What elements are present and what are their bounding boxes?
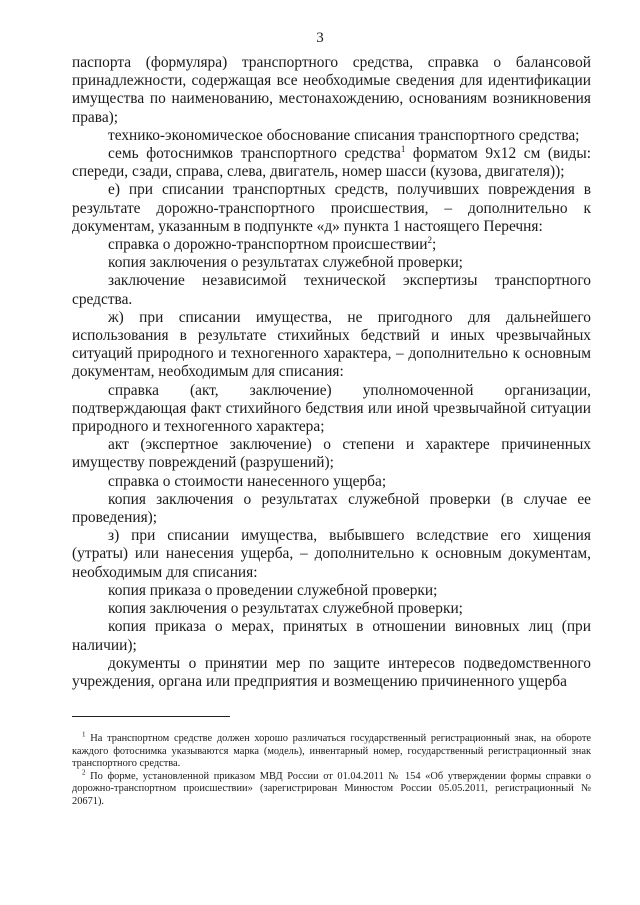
document-body	[72, 54, 591, 691]
paragraph-12: копия заключения о результатах служебной проверки (в случае ее проведения);	[72, 490, 591, 527]
paragraph-1: паспорта (формуляра) транспортного средства, справка о балансовой принадлежности, содержащая все необходимые сведения для идентификации имущества по наименованию, местонахождению, основаниям возникновения права);	[72, 54, 591, 126]
footnote-1: $^1$ На транспортном средстве должен хорошо различаться государственный регистрационный знак, на обороте каждого фотоснимка указываются марка (модель), инвентарный номер, государственный регистрационный знак транспортного средства.	[72, 730, 591, 770]
paragraph-5: справка о дорожно-транспортном происшествии$^2$;	[108, 234, 437, 254]
paragraph-13: з) при списании имущества, выбывшего вследствие его хищения (утраты) или нанесения ущерба, – дополнительно к основным документам, необходимым для списания:	[72, 527, 591, 581]
footnote-mark-1: 1	[82, 730, 86, 739]
paragraph-4: е) при списании транспортных средств, получивших повреждения в результате дорожно-транспортного происшествия, – дополнительно к документам, указанным в подпункте «д» пункта 1 настоящего Перечня:	[72, 181, 591, 235]
footnote-mark-2: 2	[82, 768, 86, 777]
paragraph-8: ж) при списании имущества, не пригодного для дальнейшего использования в результате стихийных бедствий и иных чрезвычайных ситуаций природного и техногенного характера, – дополнительно к основным документам, необходимым для списания:	[72, 308, 591, 381]
paragraph-14: копия приказа о проведении служебной проверки;	[108, 581, 438, 599]
footnote-ref-1: 1	[400, 143, 406, 154]
paragraph-3: семь фотоснимков транспортного средства$^1$ форматом 9х12 см (виды: спереди, сзади, справа, слева, двигатель, номер шасси (кузова, двигателя));	[72, 143, 591, 181]
paragraph-6: копия заключения о результатах служебной проверки;	[108, 254, 463, 272]
paragraph-16: копия приказа о мерах, принятых в отношении виновных лиц (при наличии);	[72, 618, 591, 654]
paragraph-9: справка (акт, заключение) уполномоченной организации, подтверждающая факт стихийного бедствия или иной чрезвычайной ситуации природного и техногенного характера;	[72, 381, 591, 436]
paragraph-2: технико-экономическое обоснование списания транспортного средства;	[108, 126, 580, 144]
footnote-2: $^2$ По форме, установленной приказом МВД России от 01.04.2011 № 154 «Об утверждении формы справки о дорожно-транспортном происшествии» (зарегистрирован Минюстом России 05.05.2011, регистрационный № 20671).	[72, 768, 591, 807]
paragraph-11: справка о стоимости нанесенного ущерба;	[108, 472, 387, 490]
paragraph-15: копия заключения о результатах служебной проверки;	[108, 600, 463, 618]
paragraph-17: документы о принятии мер по защите интересов подведомственного учреждения, органа или предприятия и возмещению причиненного ущерба	[72, 654, 591, 690]
footnote-separator	[72, 716, 230, 717]
footnotes	[72, 730, 591, 809]
paragraph-7: заключение независимой технической экспертизы транспортного средства.	[72, 272, 591, 308]
footnote-ref-2: 2	[427, 234, 432, 245]
paragraph-10: акт (экспертное заключение) о степени и характере причиненных имуществу повреждений (разрушений);	[72, 436, 591, 472]
page-number: 3	[316, 30, 324, 46]
